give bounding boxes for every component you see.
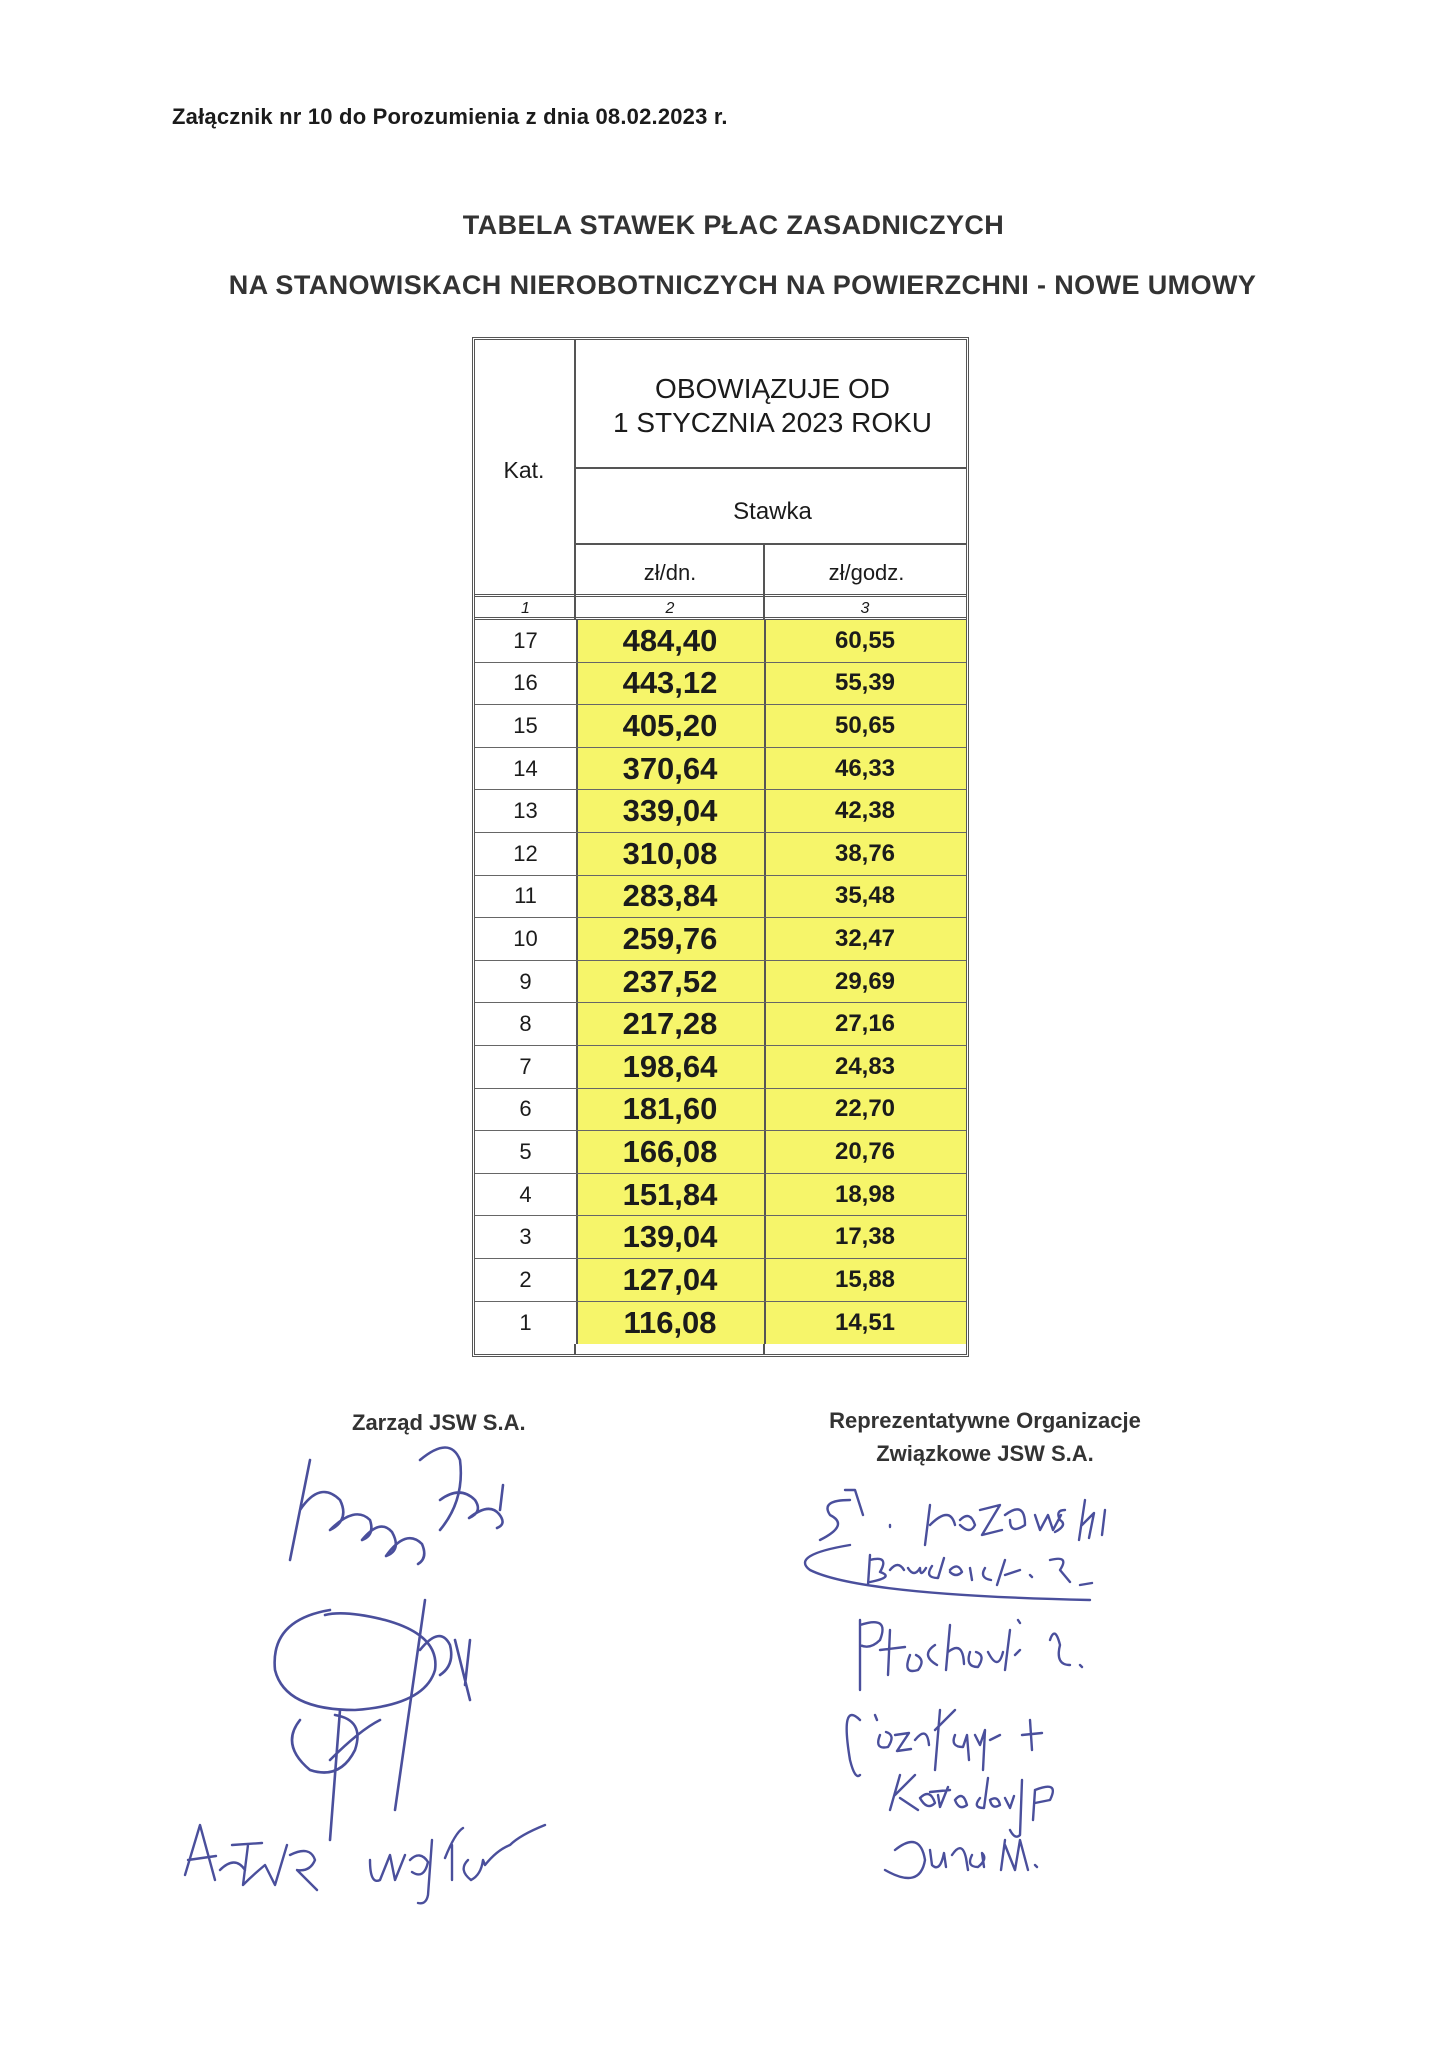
cell-kat: 2 — [475, 1259, 578, 1301]
cell-kat: 6 — [475, 1089, 578, 1131]
table-row — [475, 1174, 966, 1217]
cell-kat: 1 — [475, 1302, 578, 1345]
artur-wojtkow-signature-image — [170, 1800, 570, 1910]
table-row — [475, 1089, 966, 1132]
cell-kat: 12 — [475, 833, 578, 875]
cell-kat: 4 — [475, 1174, 578, 1216]
signature-duna — [885, 1840, 1037, 1878]
table-row — [475, 663, 966, 706]
table-row — [475, 961, 966, 1004]
cell-kat: 15 — [475, 705, 578, 747]
cell-zl-dn: 198,64 — [576, 1046, 766, 1088]
table-row — [475, 620, 966, 663]
signature-management-2 — [420, 1448, 503, 1531]
right-signatory-label — [800, 1404, 1170, 1470]
cell-kat: 8 — [475, 1003, 578, 1045]
table-row — [475, 876, 966, 919]
signature-jozefczyk — [847, 1710, 1042, 1776]
signature-management-1 — [290, 1460, 424, 1564]
cell-zl-godz: 60,55 — [834, 626, 896, 654]
header-zl-dn: zł/dn. — [643, 560, 697, 585]
header-valid-line1: OBOWIĄZUJE OD — [655, 373, 890, 404]
cell-zl-dn: 283,84 — [576, 876, 766, 918]
signature-plochowski — [860, 1620, 1082, 1690]
cell-zl-godz: 17,38 — [834, 1223, 896, 1251]
table-row — [475, 1216, 966, 1259]
table-divider-valid — [574, 467, 966, 469]
cell-zl-godz: 35,48 — [834, 882, 896, 910]
table-row — [475, 748, 966, 791]
right-signatory-line2: Związkowe JSW S.A. — [876, 1441, 1094, 1466]
union-signatures-image — [790, 1480, 1210, 1900]
cell-kat: 13 — [475, 790, 578, 832]
column-number-3: 3 — [860, 600, 870, 617]
header-zl-godz: zł/godz. — [828, 560, 905, 585]
cell-zl-godz: 22,70 — [834, 1095, 896, 1123]
cell-zl-dn: 116,08 — [576, 1302, 766, 1345]
table-row — [475, 1131, 966, 1174]
cell-zl-godz: 24,83 — [834, 1052, 896, 1080]
column-number-2: 2 — [665, 600, 675, 617]
cell-kat: 11 — [475, 876, 578, 918]
table-row — [475, 1003, 966, 1046]
signature-brudzinski — [805, 1545, 1092, 1600]
signature-artur — [185, 1825, 317, 1890]
header-valid-from — [576, 372, 969, 440]
table-row — [475, 705, 966, 748]
cell-zl-dn: 237,52 — [576, 961, 766, 1003]
table-row — [475, 918, 966, 961]
table-row — [475, 833, 966, 876]
cell-zl-dn: 151,84 — [576, 1174, 766, 1216]
cell-kat: 7 — [475, 1046, 578, 1088]
cell-zl-godz: 27,16 — [834, 1010, 896, 1038]
cell-zl-dn: 139,04 — [576, 1216, 766, 1258]
header-kat: Kat. — [503, 457, 545, 483]
left-signatory-label: Zarząd JSW S.A. — [352, 1410, 526, 1435]
cell-kat: 5 — [475, 1131, 578, 1173]
cell-zl-dn: 310,08 — [576, 833, 766, 875]
cell-zl-godz: 14,51 — [834, 1308, 896, 1336]
document-title-line1: TABELA STAWEK PŁAC ZASADNICZYCH — [462, 210, 1005, 240]
header-stawka: Stawka — [733, 498, 812, 525]
table-row — [475, 790, 966, 833]
table-divider-units — [475, 594, 966, 597]
signature-management-4 — [395, 1600, 470, 1810]
cell-zl-godz: 50,65 — [834, 711, 896, 739]
annex-reference: Załącznik nr 10 do Porozumienia z dnia 08.02.2023 r. — [172, 104, 728, 129]
header-valid-line2: 1 STYCZNIA 2023 ROKU — [612, 407, 932, 438]
cell-zl-godz: 55,39 — [834, 669, 896, 697]
cell-zl-dn: 217,28 — [576, 1003, 766, 1045]
cell-zl-godz: 18,98 — [834, 1180, 896, 1208]
cell-zl-godz: 46,33 — [834, 754, 896, 782]
cell-zl-dn: 339,04 — [576, 790, 766, 832]
document-title-line2: NA STANOWISKACH NIEROBOTNICZYCH NA POWIERZCHNI - NOWE UMOWY — [228, 270, 1257, 300]
cell-zl-dn: 166,08 — [576, 1131, 766, 1173]
signature-kozlowski — [820, 1490, 1105, 1545]
cell-zl-godz: 20,76 — [834, 1137, 896, 1165]
signature-kotodziej — [890, 1775, 1053, 1837]
table-row — [475, 1302, 966, 1345]
table-row — [475, 1259, 966, 1302]
cell-zl-godz: 29,69 — [834, 967, 896, 995]
signature-wojtkow — [370, 1825, 545, 1903]
cell-kat: 10 — [475, 918, 578, 960]
cell-zl-godz: 15,88 — [834, 1265, 896, 1293]
cell-zl-dn: 370,64 — [576, 748, 766, 790]
cell-zl-dn: 484,40 — [576, 620, 766, 662]
cell-zl-godz: 42,38 — [834, 797, 896, 825]
cell-zl-godz: 38,76 — [834, 839, 896, 867]
cell-zl-dn: 259,76 — [576, 918, 766, 960]
table-row — [475, 1046, 966, 1089]
cell-kat: 16 — [475, 663, 578, 705]
cell-zl-dn: 443,12 — [576, 663, 766, 705]
cell-kat: 3 — [475, 1216, 578, 1258]
right-signatory-line1: Reprezentatywne Organizacje — [829, 1408, 1141, 1433]
cell-zl-godz: 32,47 — [834, 924, 896, 952]
cell-kat: 17 — [475, 620, 578, 662]
cell-zl-dn: 405,20 — [576, 705, 766, 747]
cell-zl-dn: 127,04 — [576, 1259, 766, 1301]
cell-zl-dn: 181,60 — [576, 1089, 766, 1131]
table-divider-stawka — [574, 543, 966, 545]
cell-kat: 14 — [475, 748, 578, 790]
cell-kat: 9 — [475, 961, 578, 1003]
column-number-1: 1 — [521, 600, 530, 617]
